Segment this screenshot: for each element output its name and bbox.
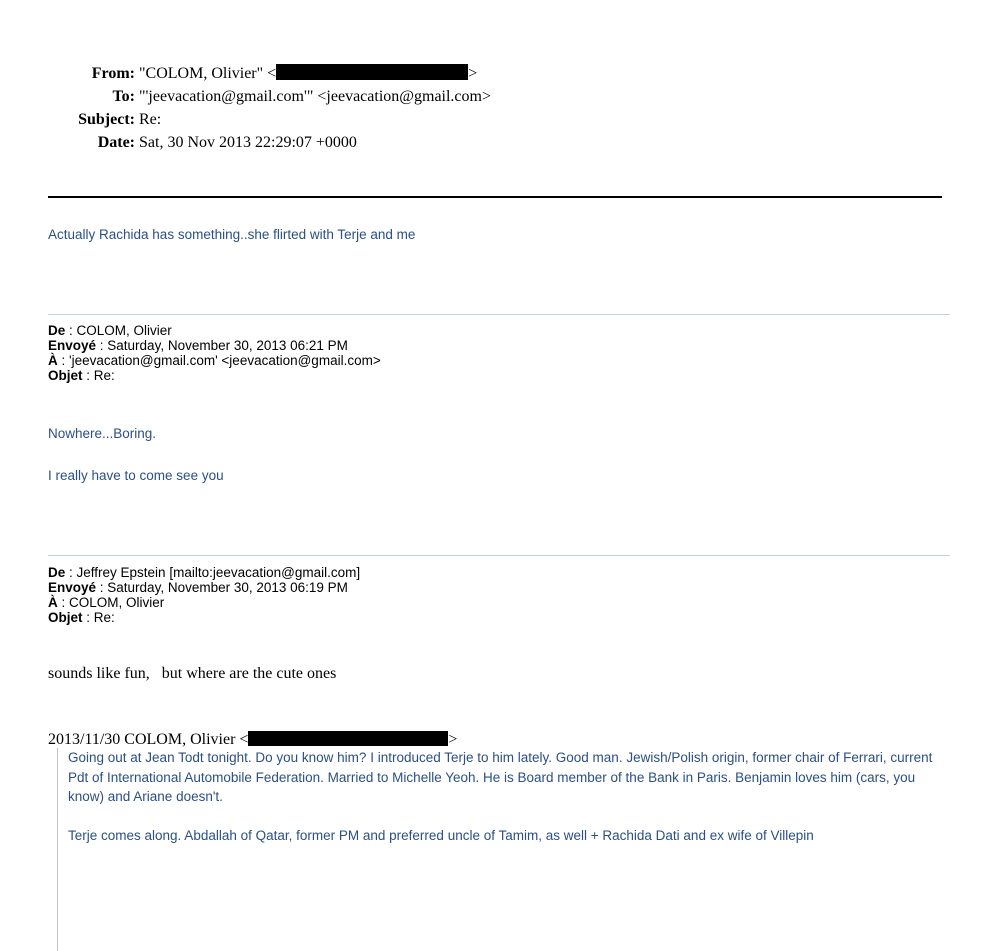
message2-objet: [48, 368, 381, 383]
message3-objet: [48, 610, 360, 625]
reply-body: Actually Rachida has something..she flirted with Terje and me: [48, 227, 416, 242]
message3-body: sounds like fun, but where are the cute ones: [48, 665, 337, 682]
to-value: "'jeevacation@gmail.com'" <jeevacation@gmail.com>: [139, 88, 491, 105]
email-header: [0, 62, 996, 154]
objet-value: : Re:: [82, 368, 115, 383]
from-value: [139, 62, 477, 85]
message3-envoye: [48, 580, 360, 595]
message3-meta: [48, 565, 360, 625]
date-row: [0, 131, 996, 154]
to-label: To:: [112, 88, 135, 105]
date-value: Sat, 30 Nov 2013 22:29:07 +0000: [139, 134, 357, 151]
quoted-paragraph-2: Terje comes along. Abdallah of Qatar, former PM and preferred uncle of Tamim, as well + Rachida Dati and ex wife of Villepin: [68, 827, 814, 843]
de-value: : COLOM, Olivier: [65, 323, 172, 338]
message3-a: [48, 595, 360, 610]
de-label: De: [48, 565, 66, 580]
message2-envoye: [48, 338, 381, 353]
message2-body-line1: Nowhere...Boring.: [48, 426, 157, 441]
objet-label: Objet: [48, 368, 83, 383]
header-divider: [48, 196, 942, 198]
objet-value: : Re:: [82, 610, 115, 625]
to-row: [0, 85, 996, 108]
quote-attribution: [48, 730, 457, 750]
a-value: : COLOM, Olivier: [57, 595, 165, 610]
message-divider: [48, 555, 950, 556]
envoye-value: : Saturday, November 30, 2013 06:19 PM: [96, 580, 348, 595]
a-value: : 'jeevacation@gmail.com' <jeevacation@gmail.com>: [57, 353, 381, 368]
a-label: À: [48, 353, 58, 368]
quoted-message: [57, 748, 937, 951]
message3-de: [48, 565, 360, 580]
attribution-text: 2013/11/30 COLOM, Olivier <: [48, 731, 249, 748]
date-label: Date:: [97, 134, 135, 151]
redaction-box: [248, 731, 448, 746]
a-label: À: [48, 595, 58, 610]
attribution-close: >: [448, 731, 458, 748]
envoye-label: Envoyé: [48, 338, 97, 353]
envoye-value: : Saturday, November 30, 2013 06:21 PM: [96, 338, 348, 353]
envoye-label: Envoyé: [48, 580, 97, 595]
de-label: De: [48, 323, 66, 338]
message2-de: [48, 323, 381, 338]
message2-a: [48, 353, 381, 368]
from-name: "COLOM, Olivier" <: [139, 65, 277, 82]
from-row: [0, 62, 996, 85]
redaction-box: [276, 64, 468, 80]
message-divider: [48, 314, 950, 315]
subject-row: [0, 108, 996, 131]
subject-label: Subject:: [78, 111, 135, 128]
de-value: : Jeffrey Epstein [mailto:jeevacation@gmail.com]: [65, 565, 361, 580]
from-close: >: [468, 65, 478, 82]
objet-label: Objet: [48, 610, 83, 625]
message2-meta: [48, 323, 381, 383]
quoted-paragraph-1: Going out at Jean Todt tonight. Do you know him? I introduced Terje to him lately. Good man. Jewish/Polish origin, former chair of Ferrari, current Pdt of International Automobile Federation. Married to Michelle Yeoh. He is Board member of the Bank in Paris. Benjamin loves him (cars, you know) and Ariane doesn't.: [68, 750, 933, 804]
from-label: From:: [91, 65, 135, 82]
message2-body-line2: I really have to come see you: [48, 468, 224, 483]
subject-value: Re:: [139, 111, 162, 128]
